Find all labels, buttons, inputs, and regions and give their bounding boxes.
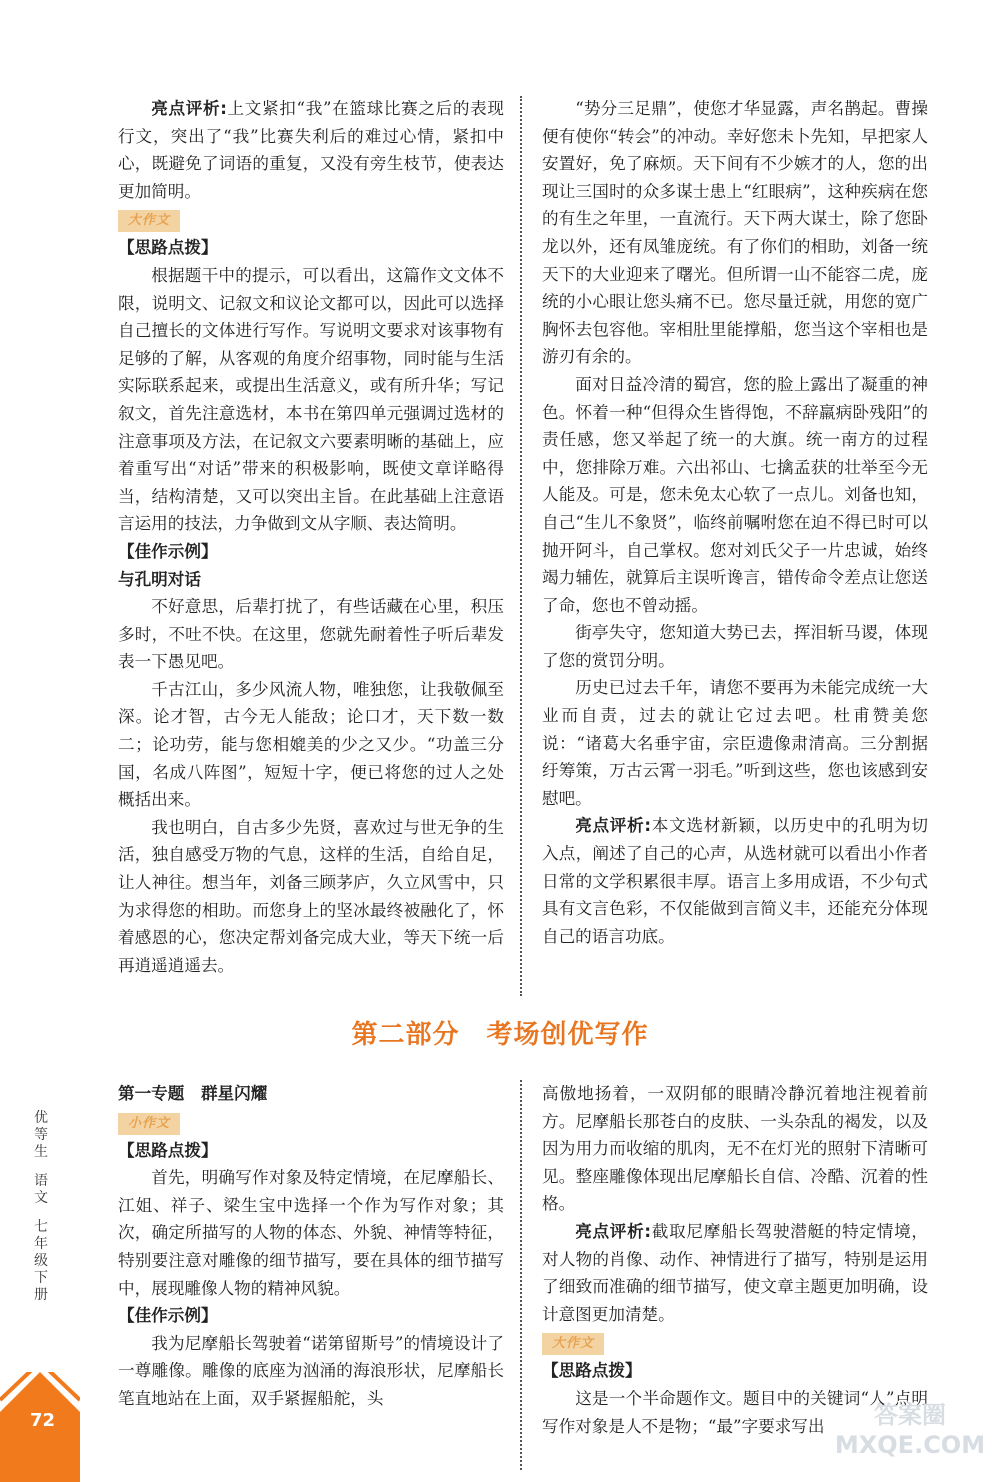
- tips-heading: 【思路点拨】: [118, 238, 218, 258]
- column-divider: [520, 1080, 522, 1470]
- top-left-column: [118, 95, 504, 979]
- bottom-left-column: [118, 1080, 504, 1413]
- top-right-column: [542, 95, 928, 950]
- page-number: 72: [30, 1410, 56, 1431]
- highlight-comment: 亮点评析:上文紧扣“我”在篮球比赛之后的表现行文，突出了“我”比赛失利后的难过心情，紧扣中心，既避免了词语的重复，又没有旁生枝节，使表达更加简明。: [118, 99, 505, 201]
- essay-paragraph: 我也明白，自古多少先贤，喜欢过与世无争的生活，独自感受万物的气息，这样的生活，自给自足，让人神往。想当年，刘备三顾茅庐，久立风雪中，只为求得您的相助。而您身上的坚冰最终被融化了，怀着感恩的心，您决定帮刘备完成大业，等天下统一后再逍遥逍遥去。: [118, 817, 504, 975]
- tips-heading: 【思路点拨】: [118, 1140, 218, 1160]
- sidebar-subject: 语文: [34, 1173, 48, 1206]
- composition-badge: 大作文: [118, 210, 180, 232]
- highlight-comment: 亮点评析:本文选材新颖，以历史中的孔明为切入点，阐述了自己的心声，从选材就可以看出小作者日常的文学积累很丰厚。语言上多用成语，不少句式具有文言色彩，不仅能做到言简义丰，还能充分体现自己的语言功底。: [542, 816, 928, 946]
- essay-paragraph: 不好意思，后辈打扰了，有些话藏在心里，积压多时，不吐不快。在这里，您就先耐着性子听后辈发表一下愚见吧。: [118, 597, 504, 672]
- essay-paragraph: 历史已过去千年，请您不要再为未能完成统一大业而自责，过去的就让它过去吧。杜甫赞美您说：“诸葛大名垂宇宙，宗臣遗像肃清高。三分割据纡筹策，万古云霄一羽毛。”听到这些，您也该感到安慰吧。: [542, 678, 928, 808]
- essay-paragraph: 面对日益冷清的蜀宫，您的脸上露出了凝重的神色。怀着一种“但得众生皆得饱，不辞羸病卧残阳”的责任感，您又举起了统一的大旗。统一南方的过程中，您排除万难。六出祁山、七擒孟获的壮举至今无人能及。可是，您未免太心软了一点儿。刘备也知，自己“生儿不象贤”，临终前嘱咐您在迫不得已时可以抛开阿斗，自己掌权。您对刘氏父子一片忠诚，始终竭力辅佐，就算后主误听谗言，错传命令差点让您送了命，您也不曾动摇。: [542, 374, 928, 615]
- tips-paragraph: 根据题干中的提示，可以看出，这篇作文文体不限，说明文、记叙文和议论文都可以，因此可以选择自己擅长的文体进行写作。写说明文要求对该事物有足够的了解，从客观的角度介绍事物，同时能与生活实际联系起来，或提出生活意义，或有所升华；写记叙文，首先注意选材，本书在第四单元强调过选材的注意事项及方法，在记叙文六要素明晰的基础上，应着重写出“对话”带来的积极影响，既使文章详略得当，结构清楚，又可以突出主旨。在此基础上注意语言运用的技法，力争做到文从字顺、表达简明。: [118, 265, 504, 534]
- watermark-logo: 答案圈 MXQE.COM: [834, 1401, 986, 1459]
- sidebar-grade: 七年级下册: [34, 1219, 48, 1303]
- highlight-comment: 亮点评析:截取尼摩船长驾驶潜艇的特定情境，对人物的肖像、动作、神情进行了描写，特别是运用了细致而准确的细节描写，使文章主题更加明确，设计意图更加清楚。: [542, 1221, 928, 1324]
- tips-paragraph: 首先，明确写作对象及特定情境，在尼摩船长、江姐、祥子、梁生宝中选择一个作为写作对象；其次，确定所描写的人物的体态、外貌、神情等特征，特别要注意对雕像的细节描写，要在具体的细节描写中，展现雕像人物的精神风貌。: [118, 1168, 504, 1298]
- section-title: 第二部分 考场创优写作: [351, 1020, 649, 1050]
- essay-paragraph: 我为尼摩船长驾驶着“诺第留斯号”的情境设计了一尊雕像。雕像的底座为汹涌的海浪形状，尼摩船长笔直地站在上面，双手紧握船舵，头: [118, 1333, 504, 1408]
- highlight-label: 亮点评析:: [575, 816, 652, 836]
- essay-paragraph: 街亭失守，您知道大势已去，挥泪斩马谡，体现了您的赏罚分明。: [542, 623, 928, 670]
- example-heading: 【佳作示例】: [118, 541, 218, 561]
- sidebar-series: 优等生: [34, 1110, 48, 1160]
- sidebar-book-label: [30, 1110, 52, 1304]
- tips-paragraph: 这是一个半命题作文。题目中的关键词“人”点明写作对象是人不是物；“最”字要求写出: [542, 1388, 928, 1436]
- essay-paragraph: 千古江山，多少风流人物，唯独您，让我敬佩至深。论才智，古今无人能敌；论口才，天下数一数二；论功劳，能与您相媲美的少之又少。“功盖三分国，名成八阵图”，短短十字，便已将您的过人之处概括出来。: [118, 679, 504, 810]
- essay-paragraph: “势分三足鼎”，使您才华显露，声名鹊起。曹操便有使你“转会”的冲动。幸好您未卜先知，早把家人安置好，免了麻烦。天下间有不少嫉才的人，您的出现让三国时的众多谋士患上“红眼病”，这种疾病在您的有生之年里，一直流行。天下两大谋士，除了您卧龙以外，还有凤雏庞统。有了你们的相助，刘备一统天下的大业迎来了曙光。但所谓一山不能容二虎，庞统的小心眼让您头痛不已。您尽量迁就，用您的宽广胸怀去包容他。宰相肚里能撑船，您当这个宰相也是游刃有余的。: [542, 99, 928, 367]
- essay-paragraph: 高傲地扬着，一双阴郁的眼睛冷静沉着地注视着前方。尼摩船长那苍白的皮肤、一头杂乱的褐发，以及因为用力而收缩的肌肉，无不在灯光的照射下清晰可见。整座雕像体现出尼摩船长自信、冷酷、沉着的性格。: [542, 1084, 928, 1214]
- highlight-label: 亮点评析:: [151, 99, 227, 118]
- tips-heading: 【思路点拨】: [542, 1361, 642, 1381]
- short-composition-badge: 小作文: [118, 1113, 180, 1135]
- highlight-label: 亮点评析:: [575, 1221, 652, 1241]
- composition-badge: 大作文: [542, 1333, 604, 1355]
- column-divider: [520, 96, 522, 996]
- bottom-right-column: [542, 1080, 928, 1440]
- essay-title: 与孔明对话: [118, 569, 201, 589]
- example-heading: 【佳作示例】: [118, 1306, 218, 1326]
- topic-title: 第一专题 群星闪耀: [118, 1084, 268, 1103]
